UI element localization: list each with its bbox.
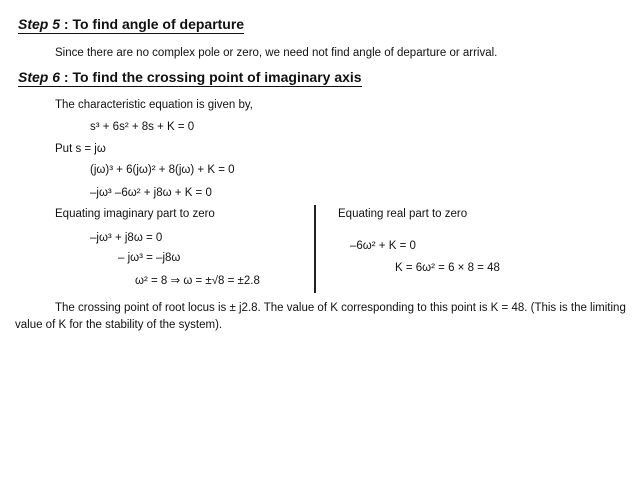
- step5-title: : To find angle of departure: [63, 16, 245, 32]
- step6-heading: [18, 69, 362, 87]
- step5-label: Step 5: [18, 16, 61, 32]
- imag-heading: Equating imaginary part to zero: [55, 208, 215, 220]
- conclusion: The crossing point of root locus is ± j2.8. The value of K corresponding to this point is K = 48. (This is the limiting value of K for the stability of the system).: [15, 302, 626, 331]
- real-heading: Equating real part to zero: [338, 208, 468, 220]
- step6-label: Step 6: [18, 69, 61, 85]
- step6-title: : To find the crossing point of imaginary axis: [63, 69, 362, 85]
- sub-eq1: (jω)³ + 6(jω)² + 8(jω) + K = 0: [90, 164, 235, 176]
- char-eq-intro: The characteristic equation is given by,: [55, 99, 253, 111]
- imag-eq1: –jω³ + j8ω = 0: [90, 232, 163, 244]
- char-eq: s³ + 6s² + 8s + K = 0: [90, 121, 195, 133]
- step5-text: Since there are no complex pole or zero, we need not find angle of departure or arrival.: [55, 47, 498, 59]
- real-eq2: K = 6ω² = 6 × 8 = 48: [395, 262, 500, 274]
- column-divider: [314, 205, 316, 293]
- sub-eq2: –jω³ –6ω² + j8ω + K = 0: [90, 187, 212, 199]
- imag-eq2: – jω³ = –j8ω: [118, 252, 181, 264]
- step5-heading: [18, 16, 244, 34]
- imag-eq3: ω² = 8 ⇒ ω = ±√8 = ±2.8: [135, 275, 260, 287]
- real-eq1: –6ω² + K = 0: [350, 240, 416, 252]
- put-s: Put s = jω: [55, 143, 106, 155]
